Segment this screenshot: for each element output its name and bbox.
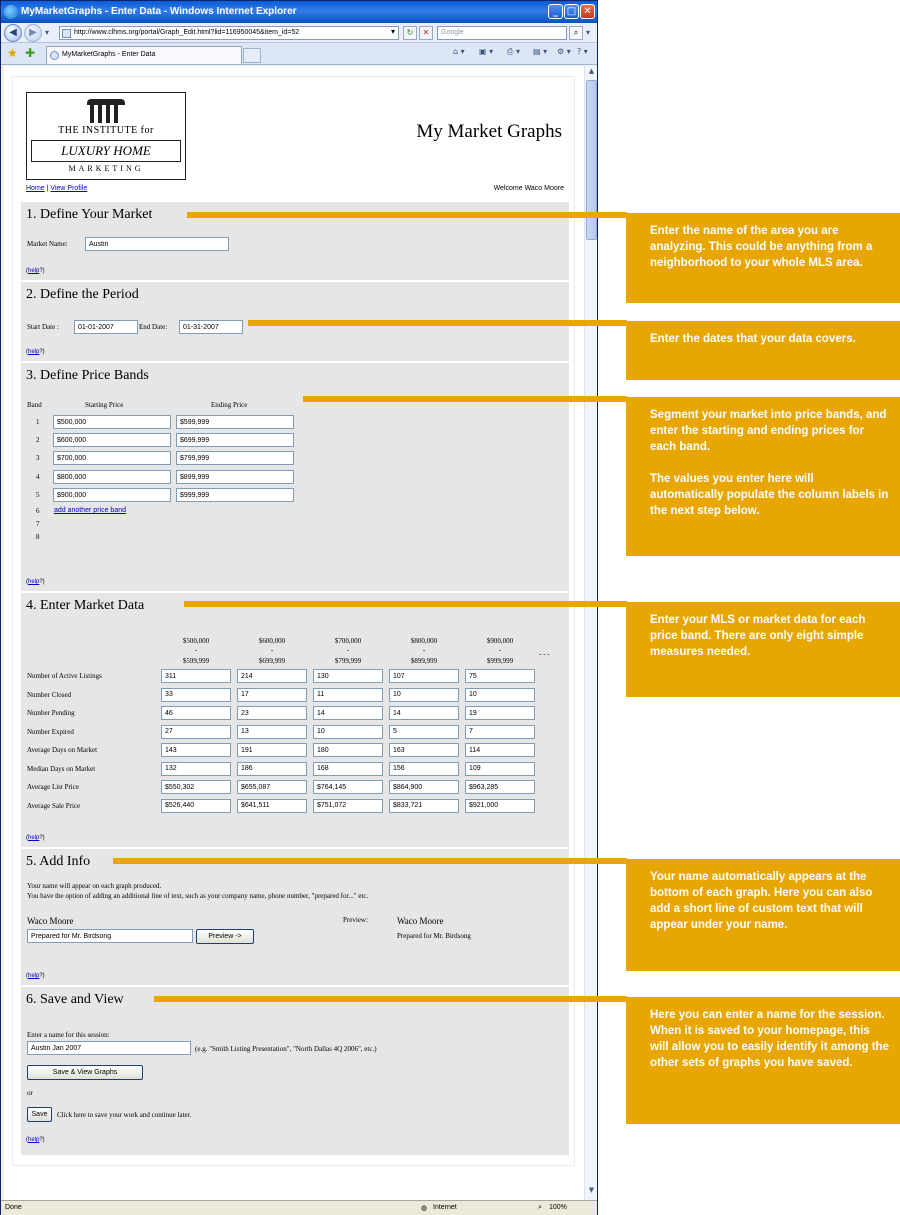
help-link[interactable]: help [28,268,40,274]
market-data-input[interactable] [237,688,307,702]
market-data-input[interactable] [161,669,231,683]
info-description-2: You have the option of adding an additional line of text, such as your company name, phone number, "prepared for..." etc. [27,892,369,900]
market-data-input[interactable] [389,688,459,702]
column-from-price: $800,000 [410,637,438,645]
help-text: (help?) [26,973,45,979]
annotation-spacer [650,455,890,471]
annotation-market-data: Enter your MLS or market data for each price band. There are only eight simple measures needed. [626,602,900,697]
column-dash: - [422,646,426,654]
column-to-price: $999,999 [486,657,514,665]
help-text: (help?) [26,349,45,355]
market-data-row-label: Average Sale Price [27,801,81,810]
annotation-define-market: Enter the name of the area you are analyzing. This could be anything from a neighborhood to your whole MLS area. [626,213,900,303]
band-number: 5 [36,491,40,499]
band-column-header: Band [27,401,42,409]
help-text: (help?) [26,1137,45,1143]
market-data-input[interactable] [389,743,459,757]
annotation-price-bands-1: Segment your market into price bands, and enter the starting and ending prices for each band. [650,409,887,453]
market-data-input[interactable] [313,762,383,776]
help-link[interactable]: help [28,835,40,841]
market-data-input[interactable] [465,762,535,776]
market-data-input[interactable] [389,706,459,720]
app-title: My Market Graphs [416,121,562,142]
session-name-input[interactable] [27,1041,191,1055]
column-from-price: $700,000 [334,637,362,645]
logo-line1: THE INSTITUTE for [58,125,154,136]
top-nav [26,185,87,192]
preview-custom-text: Prepared for Mr. Birdsong [397,932,471,940]
session-name-label: Enter a name for this session: [27,1031,110,1039]
end-date-label: End Date: [139,323,168,331]
market-data-row-label: Average Days on Market [27,746,98,754]
section-add-info [21,847,569,985]
minimize-button[interactable]: _ [548,4,563,19]
back-button[interactable]: ◀ [4,24,22,42]
home-icon[interactable]: ⌂ ▾ [453,47,465,56]
search-placeholder: Google [441,29,464,36]
annotation-price-bands-2: The values you enter here will automatically populate the column labels in the next step below. [650,473,889,517]
or-text: or [27,1089,33,1097]
band-end-input[interactable] [176,470,294,484]
band-end-input[interactable] [176,451,294,465]
market-data-input[interactable] [465,725,535,739]
market-data-row-label: Number of Active Listings [27,672,102,680]
market-data-input[interactable] [237,669,307,683]
save-view-graphs-button[interactable]: Save & View Graphs [27,1065,143,1080]
band-start-input[interactable] [53,415,171,429]
market-data-input[interactable] [465,780,535,794]
market-data-input[interactable] [465,799,535,813]
view-profile-link[interactable]: View Profile [50,185,88,192]
status-bar [1,1200,597,1215]
tools-gear-icon[interactable]: ⚙ ▾ [557,47,571,56]
favorites-star-icon[interactable]: ★ [7,46,18,60]
vertical-scrollbar[interactable] [584,66,597,1200]
logo-pillar [106,105,110,123]
annotation-connector [113,858,627,864]
section-heading: 1. Define Your Market [26,207,153,222]
market-data-input[interactable] [237,743,307,757]
close-window-button[interactable]: ✕ [580,4,595,19]
window-titlebar [1,1,597,23]
stop-icon[interactable]: ✕ [419,26,433,40]
help-menu-icon[interactable]: ? ▾ [577,47,588,56]
market-data-input[interactable] [465,706,535,720]
market-data-input[interactable] [313,669,383,683]
new-tab-button[interactable] [243,48,261,63]
market-data-input[interactable] [161,799,231,813]
info-description-1: Your name will appear on each graph produced. [27,882,162,890]
institute-logo [26,92,186,180]
logo-line2: LUXURY HOME [31,140,181,162]
market-data-input[interactable] [161,706,231,720]
url-text: http://www.clhms.org/portal/Graph_Edit.html?lid=116950045&item_id=52 [74,29,300,36]
band-number: 6 [36,507,40,515]
ending-price-column-header: Ending Price [211,401,248,409]
market-data-input[interactable] [237,799,307,813]
preview-label: Preview: [343,916,368,924]
search-input[interactable] [437,26,567,40]
home-link[interactable]: Home [26,185,45,192]
section-heading: 6. Save and View [26,992,124,1007]
zoom-icon[interactable]: ⌕ [538,1204,542,1211]
scroll-up-icon[interactable]: ▲ [588,67,595,75]
annotation-define-period: Enter the dates that your data covers. [626,321,900,380]
page-icon [62,29,71,38]
market-data-input[interactable] [389,725,459,739]
market-data-row-label: Median Days on Market [27,764,96,773]
market-data-input[interactable] [237,780,307,794]
annotation-connector [154,996,627,1002]
band-start-input[interactable] [53,451,171,465]
market-data-input[interactable] [389,799,459,813]
session-example-text: (e.g. "Smith Listing Presentation", "North Dallas 4Q 2006", etc.) [195,1045,377,1053]
section-heading: 2. Define the Period [26,287,139,302]
market-name-input[interactable] [85,237,229,251]
maximize-button[interactable]: □ [564,4,579,19]
market-data-input[interactable] [313,706,383,720]
help-link[interactable]: help [28,349,40,355]
column-to-price: $699,999 [258,657,286,665]
market-data-input[interactable] [313,725,383,739]
nav-separator: | [46,185,49,192]
custom-text-input[interactable] [27,929,193,943]
section-heading: 4. Enter Market Data [26,598,145,613]
column-from-price: $600,000 [258,637,286,645]
market-data-row-label: Average List Price [27,783,79,791]
refresh-icon[interactable]: ↻ [403,26,417,40]
section-save-view [21,985,569,1155]
history-dropdown-icon[interactable]: ▾ [45,28,50,37]
band-number: 4 [36,473,40,481]
band-number: 7 [36,520,40,528]
market-data-input[interactable] [237,706,307,720]
zone-text: Internet [433,1204,457,1211]
band-number: 8 [36,533,40,541]
tab-label: MyMarketGraphs - Enter Data [62,51,156,58]
column-to-price: $899,999 [410,657,438,665]
market-data-input[interactable] [237,725,307,739]
print-icon[interactable]: ⎙ ▾ [507,47,520,56]
tab-bar [1,43,597,65]
section-heading: 5. Add Info [26,854,91,869]
column-from-price: $900,000 [486,637,514,645]
market-data-input[interactable] [389,762,459,776]
annotation-connector [184,601,627,607]
market-data-input[interactable] [161,688,231,702]
logo-line3: MARKETING [68,164,144,173]
start-date-label: Start Date : [27,323,59,331]
preview-button[interactable]: Preview -> [196,929,254,944]
address-bar [1,23,597,43]
search-icon[interactable]: ⌕ [569,26,583,40]
column-dash: - [498,646,502,654]
welcome-text: Welcome Waco Moore [493,185,564,192]
band-number: 2 [36,436,40,444]
scroll-down-icon[interactable]: ▼ [588,1186,595,1194]
market-data-input[interactable] [465,743,535,757]
starting-price-column-header: Starting Price [85,401,124,409]
column-dash: - [346,646,350,654]
save-button[interactable]: Save [27,1107,52,1122]
band-number: 1 [36,418,40,426]
market-data-input[interactable] [237,762,307,776]
search-dropdown-icon[interactable]: ▾ [586,28,591,37]
logo-pillar [98,105,102,123]
add-favorites-icon[interactable]: ✚ [25,46,36,60]
more-columns-indicator: - - - [539,650,550,658]
market-data-input[interactable] [161,725,231,739]
help-text: (help?) [26,579,45,585]
add-price-band-link[interactable]: add another price band [54,507,126,514]
market-data-input[interactable] [313,799,383,813]
preview-name: Waco Moore [397,916,444,926]
page-container [12,76,575,1166]
help-link[interactable]: help [28,1137,40,1143]
agent-name: Waco Moore [27,916,74,926]
band-number: 3 [36,454,40,462]
window-title: MyMarketGraphs - Enter Data - Windows Internet Explorer [21,6,297,17]
market-data-input[interactable] [465,669,535,683]
band-end-input[interactable] [176,415,294,429]
help-link[interactable]: help [28,973,40,979]
annotation-save-view: Here you can enter a name for the session. When it is saved to your homepage, this will allow you to easily identify it among the other sets of graphs you have saved. [626,997,900,1124]
ie-logo-icon [4,5,18,19]
market-data-input[interactable] [389,780,459,794]
globe-icon: ◍ [421,1205,428,1212]
section-market-data [21,591,569,847]
annotation-price-bands [626,397,900,556]
market-data-input[interactable] [465,688,535,702]
market-data-row-label: Number Closed [27,690,72,699]
annotation-add-info: Your name automatically appears at the bottom of each graph. Here you can also add a short line of custom text that will appear under your name. [626,859,900,971]
feeds-icon[interactable]: ▣ ▾ [479,47,494,56]
market-data-input[interactable] [161,743,231,757]
annotation-connector [187,212,627,218]
band-end-input[interactable] [176,433,294,447]
market-data-input[interactable] [313,743,383,757]
column-to-price: $599,999 [182,657,210,665]
column-to-price: $799,999 [334,657,362,665]
start-date-input[interactable] [74,320,138,334]
logo-pillar [114,105,118,123]
annotation-connector [303,396,627,402]
zoom-level[interactable]: 100% [549,1204,567,1211]
forward-button[interactable]: ▶ [24,24,42,42]
page-menu-icon[interactable]: ▤ ▾ [533,47,548,56]
market-data-input[interactable] [161,780,231,794]
url-field[interactable] [59,26,399,40]
column-dash: - [270,646,274,654]
help-link[interactable]: help [28,579,40,585]
url-dropdown-icon[interactable]: ▾ [390,27,395,36]
section-heading: 3. Define Price Bands [26,368,149,383]
tab-page-icon [50,51,59,60]
market-data-input[interactable] [313,780,383,794]
band-start-input[interactable] [53,470,171,484]
column-dash: - [194,646,198,654]
annotation-connector [248,320,627,326]
page-viewport [4,66,584,1200]
browser-tab[interactable] [46,46,242,64]
save-note: Click here to save your work and continue later. [57,1111,192,1119]
logo-pillar [90,105,94,123]
market-data-row-label: Number Pending [27,709,75,717]
status-text: Done [5,1204,22,1211]
market-data-row-label: Number Expired [27,727,74,736]
end-date-input[interactable] [179,320,243,334]
band-end-input[interactable] [176,488,294,502]
market-data-input[interactable] [313,688,383,702]
market-data-input[interactable] [389,669,459,683]
help-text: (help?) [26,835,45,841]
band-start-input[interactable] [53,433,171,447]
market-name-label: Market Name: [27,240,68,248]
help-text: (help?) [26,268,45,274]
column-from-price: $500,000 [182,637,210,645]
market-data-input[interactable] [161,762,231,776]
band-start-input[interactable] [53,488,171,502]
